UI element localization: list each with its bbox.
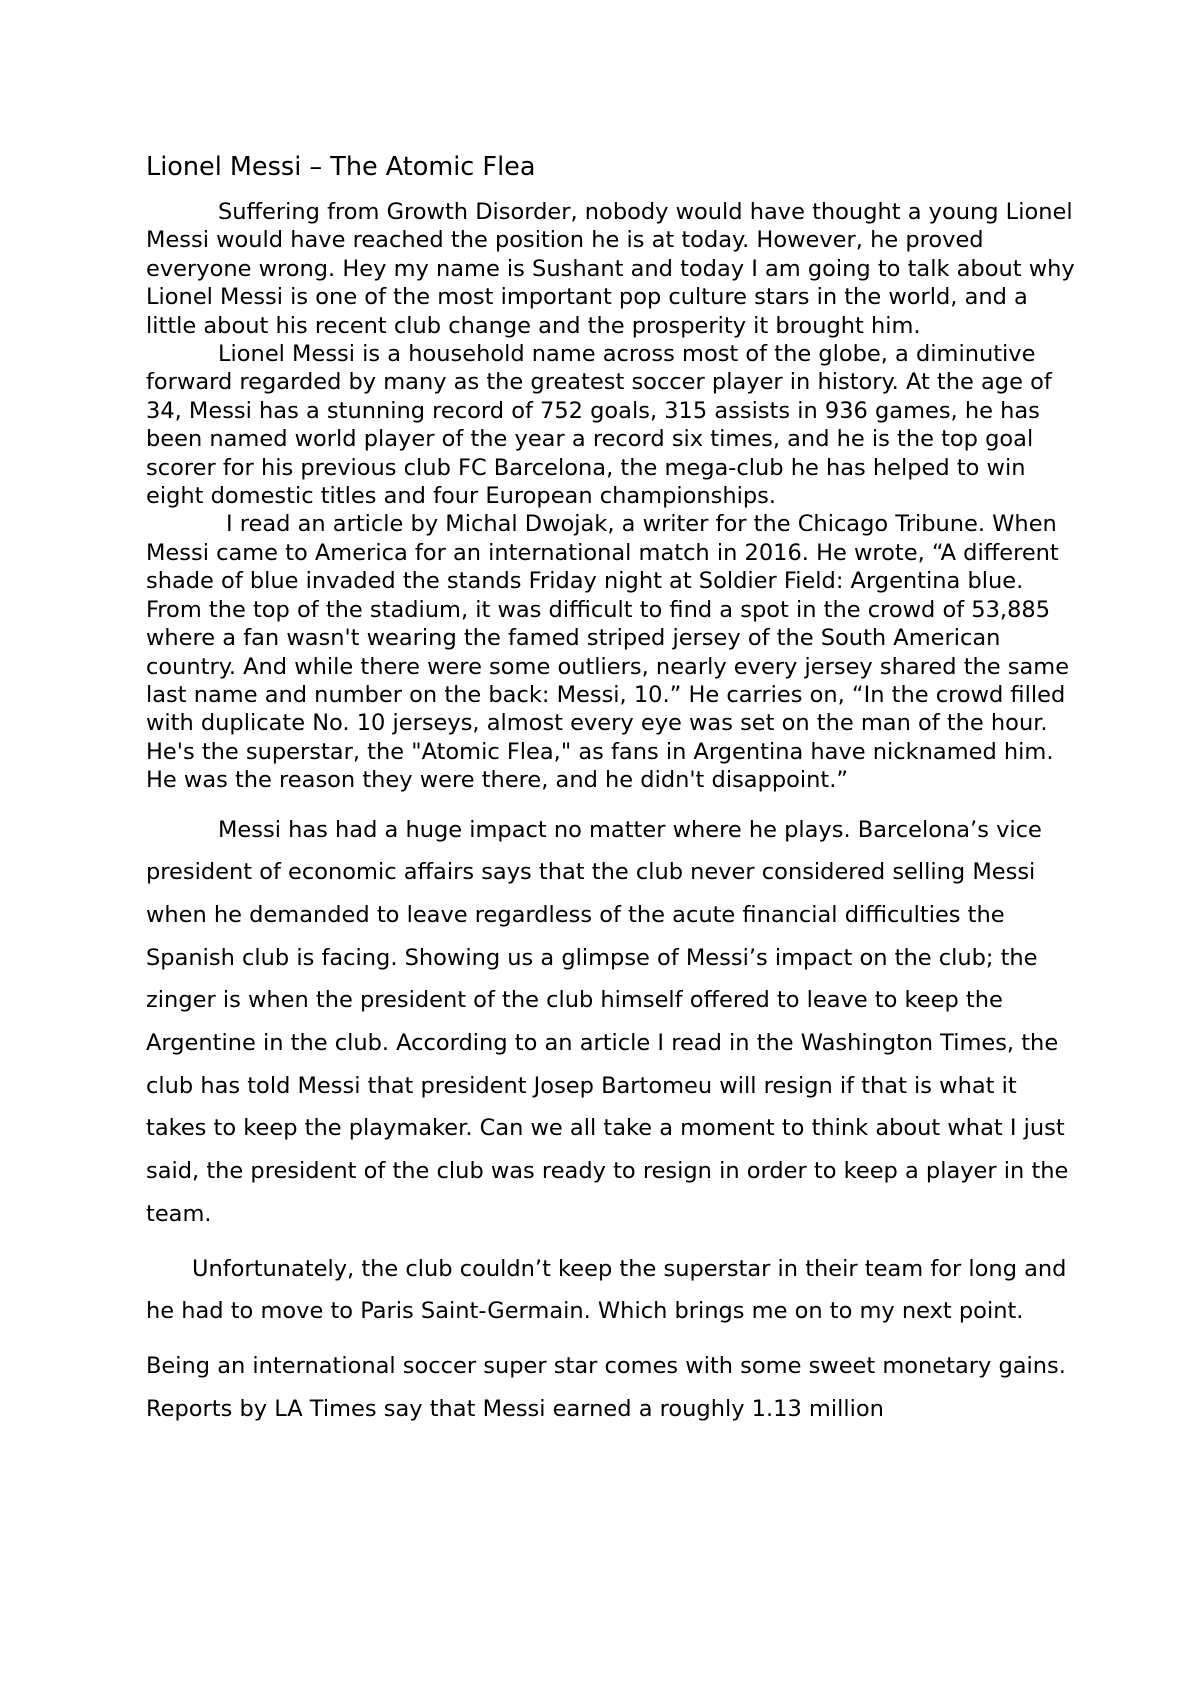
paragraph-intro: Suffering from Growth Disorder, nobody would have thought a young Lionel Messi would have reached the position he is at today. However, he proved everyone wrong. Hey my name is Sushant and today I am going to talk about why Lionel Messi is one of the most important pop culture stars in the world, and a little about his recent club change and the prosperity it brought him. <box>146 199 1075 339</box>
document-title: Lionel Messi – The Atomic Flea <box>146 152 536 182</box>
single-spaced-section <box>146 198 1076 795</box>
paragraph-chicago-tribune: I read an article by Michal Dwojak, a writer for the Chicago Tribune. When Messi came to America for an international match in 2016. He wrote, “A different shade of blue invaded the stands Friday night at Soldier Field: Argentina blue. From the top of the stadium, it was difficult to find a spot in the crowd of 53,885 where a fan wasn't wearing the famed striped jersey of the South American country. And while there were some outliers, nearly every jersey shared the same last name and number on the back: Messi, 10.” He carries on, “In the crowd filled with duplicate No. 10 jerseys, almost every eye was set on the man of the hour. He's the superstar, the "Atomic Flea," as fans in Argentina have nicknamed him. He was the reason they were there, and he didn't disappoint.” <box>146 511 1070 794</box>
document-body <box>146 150 1076 1430</box>
paragraph-impact: Messi has had a huge impact no matter where he plays. Barcelona’s vice president of economic affairs says that the club never considered selling Messi when he demanded to leave regardless of the acute financial difficulties the Spanish club is facing. Showing us a glimpse of Messi’s impact on the club; the zinger is when the president of the club himself offered to leave to keep the Argentine in the club. According to an article I read in the Washington Times, the club has told Messi that president Josep Bartomeu will resign if that is what it takes to keep the playmaker. Can we all take a moment to think about what I just said, the president of the club was ready to resign in order to keep a player in the team. <box>146 816 1069 1227</box>
double-spaced-section <box>146 809 1076 1431</box>
paragraph-psg-move: Unfortunately, the club couldn’t keep the superstar in their team for long and he had to move to Paris Saint-Germain. Which brings me on to my next point. <box>146 1255 1067 1325</box>
paragraph-household-name: Lionel Messi is a household name across most of the globe, a diminutive forward regarded by many as the greatest soccer player in history. At the age of 34, Messi has a stunning record of 752 goals, 315 assists in 936 games, he has been named world player of the year a record six times, and he is the top goal scorer for his previous club FC Barcelona, the mega-club he has helped to win eight domestic titles and four European championships. <box>146 341 1052 510</box>
paragraph-monetary-gains: Being an international soccer super star comes with some sweet monetary gains. Reports by LA Times say that Messi earned a roughly 1.13 million <box>146 1352 1066 1422</box>
